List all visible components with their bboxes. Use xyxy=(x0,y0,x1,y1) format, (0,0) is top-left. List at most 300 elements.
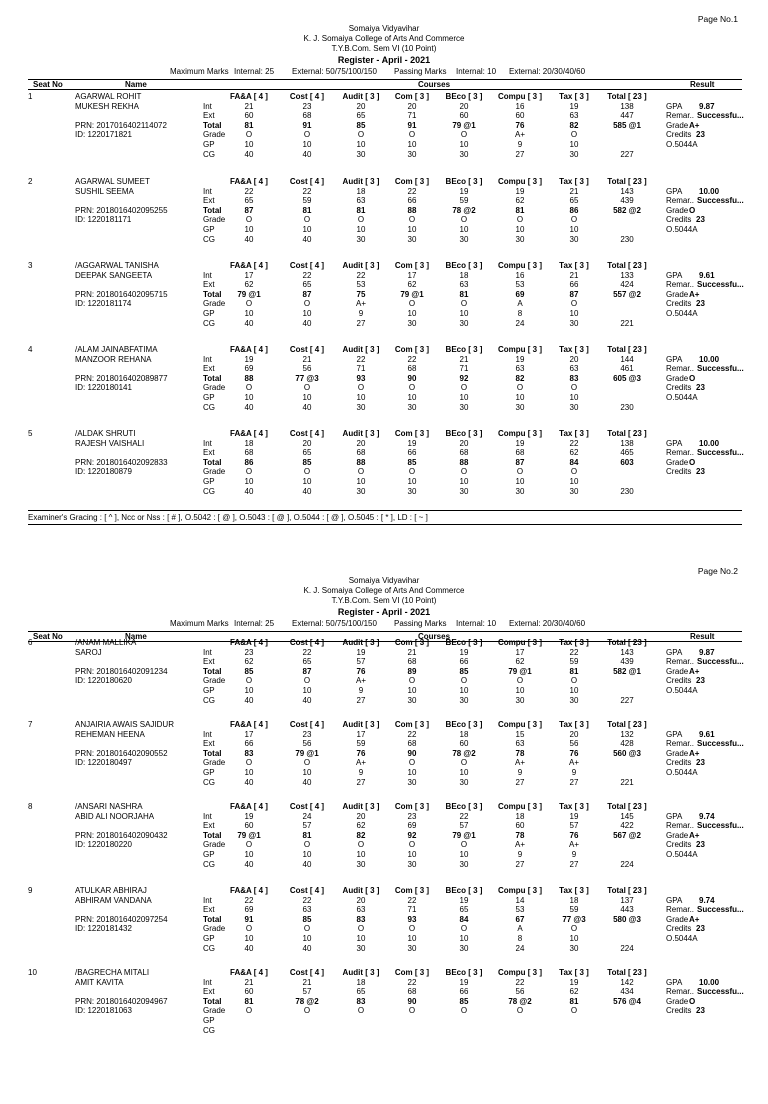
result-label-gpa: GPA xyxy=(666,729,683,739)
ext-cell: 62 xyxy=(356,821,366,831)
int-cell: 19 xyxy=(459,977,469,987)
total-cell: 585 @1 xyxy=(613,120,641,130)
ext-cell: 63 xyxy=(515,364,525,374)
course-header: FA&A [ 4 ] xyxy=(230,968,268,977)
ext-cell: 53 xyxy=(515,280,525,290)
student-id: ID: 1220181432 xyxy=(75,924,132,934)
gp-cell: 10 xyxy=(302,140,312,149)
int-cell: 18 xyxy=(569,895,579,905)
row-label-cg: CG xyxy=(203,234,215,244)
row-label-int: Int xyxy=(203,438,212,448)
int-cell: 23 xyxy=(302,729,312,739)
total-cell: 75 xyxy=(356,289,366,299)
student-record xyxy=(0,884,768,964)
cg-cell: 30 xyxy=(407,777,417,787)
total-cell: 82 xyxy=(515,373,525,383)
gp-cell: 10 xyxy=(407,225,417,234)
total-cell: 85 xyxy=(459,996,469,1006)
grade-cell: O xyxy=(245,840,253,850)
ext-cell: 65 xyxy=(356,111,366,121)
course-header: BEco [ 3 ] xyxy=(445,802,483,811)
cg-cell: 40 xyxy=(244,695,254,705)
student-record xyxy=(0,259,768,339)
gp-cell: 10 xyxy=(459,477,469,486)
header-university: Somaiya Vidyavihar xyxy=(348,576,420,585)
student-record xyxy=(0,800,768,880)
course-header: Tax [ 3 ] xyxy=(559,886,589,895)
cg-cell: 40 xyxy=(244,402,254,412)
result-gpa: 9.74 xyxy=(699,811,715,821)
total-cell: 79 @1 xyxy=(508,666,532,676)
int-cell: 138 xyxy=(620,101,634,111)
grade-cell: O xyxy=(303,130,311,140)
gp-cell: 10 xyxy=(459,686,469,695)
course-header: Com [ 3 ] xyxy=(394,886,430,895)
cg-cell: 227 xyxy=(620,149,634,159)
course-header: Cost [ 4 ] xyxy=(289,429,325,438)
int-cell: 137 xyxy=(620,895,634,905)
row-label-grade: Grade xyxy=(203,467,226,477)
result-label-credits: Credits xyxy=(666,299,692,309)
ext-cell: 57 xyxy=(569,821,579,831)
total-cell: 76 xyxy=(569,748,579,758)
student-parent-names: ABHIRAM VANDANA xyxy=(75,895,152,905)
ext-cell: 65 xyxy=(244,196,254,206)
gp-cell: 8 xyxy=(517,309,523,318)
course-header: Tax [ 3 ] xyxy=(559,802,589,811)
result-grade-final: O xyxy=(689,373,696,383)
grade-cell: O xyxy=(357,924,365,934)
cg-cell: 30 xyxy=(569,234,579,244)
course-header: Total [ 23 ] xyxy=(607,429,647,438)
total-cell: 67 xyxy=(515,914,525,924)
int-cell: 20 xyxy=(302,438,312,448)
cg-cell: 30 xyxy=(459,859,469,869)
grade-cell: A+ xyxy=(568,840,579,850)
cg-cell: 30 xyxy=(407,695,417,705)
grade-cell: O xyxy=(245,467,253,477)
row-label-cg: CG xyxy=(203,777,215,787)
course-header: Com [ 3 ] xyxy=(394,92,430,101)
course-header: Total [ 23 ] xyxy=(607,720,647,729)
cg-cell: 30 xyxy=(569,318,579,328)
ext-cell: 59 xyxy=(302,196,312,206)
row-label-ext: Ext xyxy=(203,657,215,667)
course-header: Tax [ 3 ] xyxy=(559,177,589,186)
int-cell: 145 xyxy=(620,811,634,821)
grade-cell: A xyxy=(517,299,523,309)
ext-cell: 63 xyxy=(515,739,525,749)
total-cell: 87 xyxy=(302,289,312,299)
course-header: BEco [ 3 ] xyxy=(445,720,483,729)
cg-cell: 24 xyxy=(515,943,525,953)
ext-cell: 60 xyxy=(459,111,469,121)
total-cell: 76 xyxy=(515,120,525,130)
cg-cell: 27 xyxy=(356,695,366,705)
grade-cell: O xyxy=(460,215,468,225)
course-header: Tax [ 3 ] xyxy=(559,638,589,647)
course-header: Cost [ 4 ] xyxy=(289,92,325,101)
cg-cell: 40 xyxy=(302,234,312,244)
ext-cell: 461 xyxy=(620,364,634,374)
row-label-ext: Ext xyxy=(203,821,215,831)
int-cell: 19 xyxy=(515,354,525,364)
total-cell: 76 xyxy=(569,830,579,840)
row-label-cg: CG xyxy=(203,695,215,705)
int-cell: 16 xyxy=(515,101,525,111)
result-label-credits: Credits xyxy=(666,383,692,393)
total-cell: 87 xyxy=(244,205,254,215)
ext-cell: 60 xyxy=(515,111,525,121)
student-parent-names: ABID ALI NOORJAHA xyxy=(75,811,155,821)
student-name: AGARWAL SUMEET xyxy=(75,177,150,186)
result-grade-final: A+ xyxy=(689,289,700,299)
result-ordinance: O.5044A xyxy=(666,140,698,149)
int-cell: 22 xyxy=(302,270,312,280)
int-cell: 22 xyxy=(356,270,366,280)
total-cell: 81 xyxy=(244,996,254,1006)
int-cell: 22 xyxy=(407,977,417,987)
int-cell: 19 xyxy=(569,811,579,821)
gp-cell: 10 xyxy=(302,768,312,777)
result-gpa: 9.87 xyxy=(699,647,715,657)
result-label-credits: Credits xyxy=(666,467,692,477)
ext-cell: 68 xyxy=(407,987,417,997)
ext-cell: 59 xyxy=(356,739,366,749)
marks-pass-internal: Internal: 10 xyxy=(456,67,497,76)
total-cell: 79 @1 xyxy=(237,830,261,840)
gp-cell: 10 xyxy=(459,768,469,777)
gp-cell: 9 xyxy=(571,850,577,859)
result-label-grade-final: Grade xyxy=(666,120,689,130)
gp-cell: 10 xyxy=(244,686,254,695)
row-label-int: Int xyxy=(203,811,212,821)
grade-cell: O xyxy=(460,1006,468,1016)
row-label-gp: GP xyxy=(203,140,215,149)
ext-cell: 71 xyxy=(407,905,417,915)
ext-cell: 71 xyxy=(459,364,469,374)
grade-cell: O xyxy=(516,215,524,225)
ext-cell: 60 xyxy=(459,739,469,749)
total-cell: 87 xyxy=(569,289,579,299)
grade-cell: A+ xyxy=(514,130,525,140)
course-header: Com [ 3 ] xyxy=(394,429,430,438)
result-remark: Successfu... xyxy=(697,657,744,667)
result-remark: Successfu... xyxy=(697,905,744,915)
grade-cell: O xyxy=(460,299,468,309)
row-label-ext: Ext xyxy=(203,905,215,915)
result-page xyxy=(0,552,768,1104)
grade-cell: O xyxy=(516,383,524,393)
ext-cell: 71 xyxy=(356,364,366,374)
row-label-gp: GP xyxy=(203,393,215,402)
course-header: Tax [ 3 ] xyxy=(559,429,589,438)
ext-cell: 443 xyxy=(620,905,634,915)
gp-cell: 10 xyxy=(302,225,312,234)
course-header: FA&A [ 4 ] xyxy=(230,345,268,354)
column-result: Result xyxy=(690,80,715,89)
course-header: Tax [ 3 ] xyxy=(559,92,589,101)
gp-cell: 10 xyxy=(569,686,579,695)
header-programme: T.Y.B.Com. Sem VI (10 Point) xyxy=(331,596,437,605)
total-cell: 605 @3 xyxy=(613,373,641,383)
cg-cell: 30 xyxy=(569,943,579,953)
grade-cell: O xyxy=(570,383,578,393)
ext-cell: 68 xyxy=(515,448,525,458)
gp-cell: 10 xyxy=(356,850,366,859)
result-label-grade-final: Grade xyxy=(666,748,689,758)
result-credits: 23 xyxy=(696,299,705,309)
grade-cell: O xyxy=(408,383,416,393)
gp-cell: 10 xyxy=(244,225,254,234)
grade-cell: O xyxy=(570,467,578,477)
int-cell: 19 xyxy=(407,438,417,448)
gp-cell: 10 xyxy=(244,393,254,402)
student-prn: PRN: 2018016402092833 xyxy=(75,457,168,467)
student-parent-names: SAROJ xyxy=(75,647,102,657)
course-header: Compu [ 3 ] xyxy=(498,720,542,729)
grade-cell: O xyxy=(303,467,311,477)
result-label-gpa: GPA xyxy=(666,270,683,280)
grade-cell: O xyxy=(303,924,311,934)
result-grade-final: O xyxy=(689,205,696,215)
result-remark: Successfu... xyxy=(697,364,744,374)
cg-cell: 27 xyxy=(515,859,525,869)
ext-cell: 439 xyxy=(620,657,634,667)
int-cell: 17 xyxy=(244,270,254,280)
course-header: BEco [ 3 ] xyxy=(445,345,483,354)
total-cell: 78 @2 xyxy=(452,205,476,215)
ext-cell: 65 xyxy=(356,987,366,997)
total-cell: 81 xyxy=(569,996,579,1006)
marks-passing-label: Passing Marks xyxy=(394,67,447,76)
ext-cell: 56 xyxy=(302,364,312,374)
course-header: BEco [ 3 ] xyxy=(445,429,483,438)
cg-cell: 30 xyxy=(515,695,525,705)
result-label-grade-final: Grade xyxy=(666,373,689,383)
grade-cell: O xyxy=(303,215,311,225)
course-header: FA&A [ 4 ] xyxy=(230,429,268,438)
course-header: FA&A [ 4 ] xyxy=(230,720,268,729)
grade-cell: O xyxy=(357,383,365,393)
total-cell: 85 xyxy=(244,666,254,676)
ext-cell: 56 xyxy=(515,987,525,997)
row-label-int: Int xyxy=(203,186,212,196)
result-label-remark: Remar.. xyxy=(666,657,695,667)
int-cell: 15 xyxy=(515,729,525,739)
gp-cell: 9 xyxy=(358,686,364,695)
ext-cell: 57 xyxy=(302,987,312,997)
int-cell: 22 xyxy=(459,811,469,821)
marks-info xyxy=(0,67,768,77)
int-cell: 22 xyxy=(302,186,312,196)
total-cell: 567 @2 xyxy=(613,830,641,840)
total-cell: 81 xyxy=(302,830,312,840)
gp-cell: 10 xyxy=(302,393,312,402)
result-label-remark: Remar.. xyxy=(666,821,695,831)
gp-cell: 10 xyxy=(302,686,312,695)
grade-cell: O xyxy=(408,758,416,768)
cg-cell: 40 xyxy=(302,318,312,328)
total-cell: 84 xyxy=(459,914,469,924)
ext-cell: 68 xyxy=(407,657,417,667)
gp-cell: 10 xyxy=(407,393,417,402)
course-header: Cost [ 4 ] xyxy=(289,720,325,729)
cg-cell: 221 xyxy=(620,777,634,787)
total-cell: 78 xyxy=(515,830,525,840)
gp-cell: 10 xyxy=(356,477,366,486)
student-prn: PRN: 2018016402095715 xyxy=(75,289,168,299)
result-label-grade-final: Grade xyxy=(666,289,689,299)
course-header: BEco [ 3 ] xyxy=(445,92,483,101)
cg-cell: 30 xyxy=(515,486,525,496)
total-cell: 582 @2 xyxy=(613,205,641,215)
grade-cell: O xyxy=(245,924,253,934)
cg-cell: 30 xyxy=(407,943,417,953)
result-label-gpa: GPA xyxy=(666,438,683,448)
result-credits: 23 xyxy=(696,467,705,477)
ext-cell: 63 xyxy=(356,196,366,206)
row-label-grade: Grade xyxy=(203,840,226,850)
total-cell: 76 xyxy=(356,748,366,758)
gp-cell: 10 xyxy=(407,850,417,859)
int-cell: 19 xyxy=(569,977,579,987)
total-cell: 78 xyxy=(515,748,525,758)
course-header: Cost [ 4 ] xyxy=(289,968,325,977)
seat-number: 1 xyxy=(28,92,33,101)
grade-cell: A xyxy=(517,924,523,934)
result-grade-final: A+ xyxy=(689,120,700,130)
row-label-int: Int xyxy=(203,729,212,739)
row-label-total: Total xyxy=(203,205,222,215)
grade-cell: O xyxy=(516,467,524,477)
gp-cell: 10 xyxy=(244,477,254,486)
gp-cell: 10 xyxy=(515,477,525,486)
grade-cell: O xyxy=(357,467,365,477)
total-cell: 83 xyxy=(244,748,254,758)
int-cell: 133 xyxy=(620,270,634,280)
course-header: Total [ 23 ] xyxy=(607,968,647,977)
int-cell: 18 xyxy=(356,977,366,987)
total-cell: 78 @2 xyxy=(452,748,476,758)
course-header: Cost [ 4 ] xyxy=(289,886,325,895)
result-label-remark: Remar.. xyxy=(666,196,695,206)
ext-cell: 63 xyxy=(569,111,579,121)
ext-cell: 69 xyxy=(244,905,254,915)
course-header: Cost [ 4 ] xyxy=(289,177,325,186)
student-id: ID: 1220180220 xyxy=(75,840,132,850)
ext-cell: 53 xyxy=(515,905,525,915)
grade-cell: O xyxy=(460,924,468,934)
int-cell: 19 xyxy=(244,354,254,364)
int-cell: 20 xyxy=(356,895,366,905)
int-cell: 24 xyxy=(302,811,312,821)
total-cell: 79 @1 xyxy=(237,289,261,299)
course-header: Audit [ 3 ] xyxy=(342,429,380,438)
total-cell: 81 xyxy=(515,205,525,215)
column-seat: Seat No xyxy=(33,80,63,89)
ext-cell: 63 xyxy=(356,905,366,915)
ext-cell: 68 xyxy=(302,111,312,121)
int-cell: 21 xyxy=(569,186,579,196)
cg-cell: 30 xyxy=(569,486,579,496)
total-cell: 78 @2 xyxy=(295,996,319,1006)
total-cell: 576 @4 xyxy=(613,996,641,1006)
total-cell: 85 xyxy=(302,914,312,924)
grade-cell: A+ xyxy=(514,758,525,768)
course-header: Audit [ 3 ] xyxy=(342,802,380,811)
course-header: FA&A [ 4 ] xyxy=(230,638,268,647)
student-prn: PRN: 2018016402095255 xyxy=(75,205,168,215)
student-id: ID: 1220180879 xyxy=(75,467,132,477)
cg-cell: 30 xyxy=(459,318,469,328)
ext-cell: 68 xyxy=(407,739,417,749)
total-cell: 85 xyxy=(459,666,469,676)
result-label-grade-final: Grade xyxy=(666,457,689,467)
result-label-grade-final: Grade xyxy=(666,666,689,676)
ext-cell: 60 xyxy=(244,821,254,831)
grade-cell: O xyxy=(303,676,311,686)
gp-cell: 10 xyxy=(569,309,579,318)
row-label-int: Int xyxy=(203,977,212,987)
course-header: Compu [ 3 ] xyxy=(498,886,542,895)
result-gpa: 10.00 xyxy=(699,438,720,448)
ext-cell: 62 xyxy=(515,196,525,206)
header-register: Register - April - 2021 xyxy=(337,55,431,65)
result-label-credits: Credits xyxy=(666,840,692,850)
total-cell: 91 xyxy=(244,914,254,924)
cg-cell: 30 xyxy=(407,859,417,869)
int-cell: 22 xyxy=(244,186,254,196)
result-label-remark: Remar.. xyxy=(666,448,695,458)
student-name: /ALDAK SHRUTI xyxy=(75,429,136,438)
int-cell: 21 xyxy=(407,647,417,657)
total-cell: 81 xyxy=(244,120,254,130)
gp-cell: 10 xyxy=(302,477,312,486)
result-label-gpa: GPA xyxy=(666,811,683,821)
grade-cell: O xyxy=(570,215,578,225)
result-label-grade-final: Grade xyxy=(666,830,689,840)
student-name: AGARWAL ROHIT xyxy=(75,92,142,101)
gp-cell: 10 xyxy=(569,477,579,486)
cg-cell: 30 xyxy=(356,234,366,244)
result-label-remark: Remar.. xyxy=(666,280,695,290)
result-remark: Successfu... xyxy=(697,111,744,121)
result-label-credits: Credits xyxy=(666,676,692,686)
student-name: /AGGARWAL TANISHA xyxy=(75,261,159,270)
student-name: ATULKAR ABHIRAJ xyxy=(75,886,147,895)
student-prn: PRN: 2018016402097254 xyxy=(75,914,168,924)
result-label-grade-final: Grade xyxy=(666,996,689,1006)
student-id: ID: 1220180141 xyxy=(75,383,132,393)
int-cell: 20 xyxy=(459,438,469,448)
cg-cell: 27 xyxy=(569,777,579,787)
int-cell: 18 xyxy=(244,438,254,448)
gp-cell: 10 xyxy=(244,309,254,318)
gp-cell: 10 xyxy=(407,140,417,149)
gp-cell: 10 xyxy=(515,686,525,695)
row-label-ext: Ext xyxy=(203,987,215,997)
course-header: Total [ 23 ] xyxy=(607,261,647,270)
marks-info xyxy=(0,619,768,629)
int-cell: 20 xyxy=(459,101,469,111)
course-header: Compu [ 3 ] xyxy=(498,261,542,270)
ext-cell: 63 xyxy=(569,364,579,374)
int-cell: 19 xyxy=(356,647,366,657)
cg-cell: 40 xyxy=(302,859,312,869)
grade-cell: O xyxy=(408,924,416,934)
grade-cell: O xyxy=(303,1006,311,1016)
